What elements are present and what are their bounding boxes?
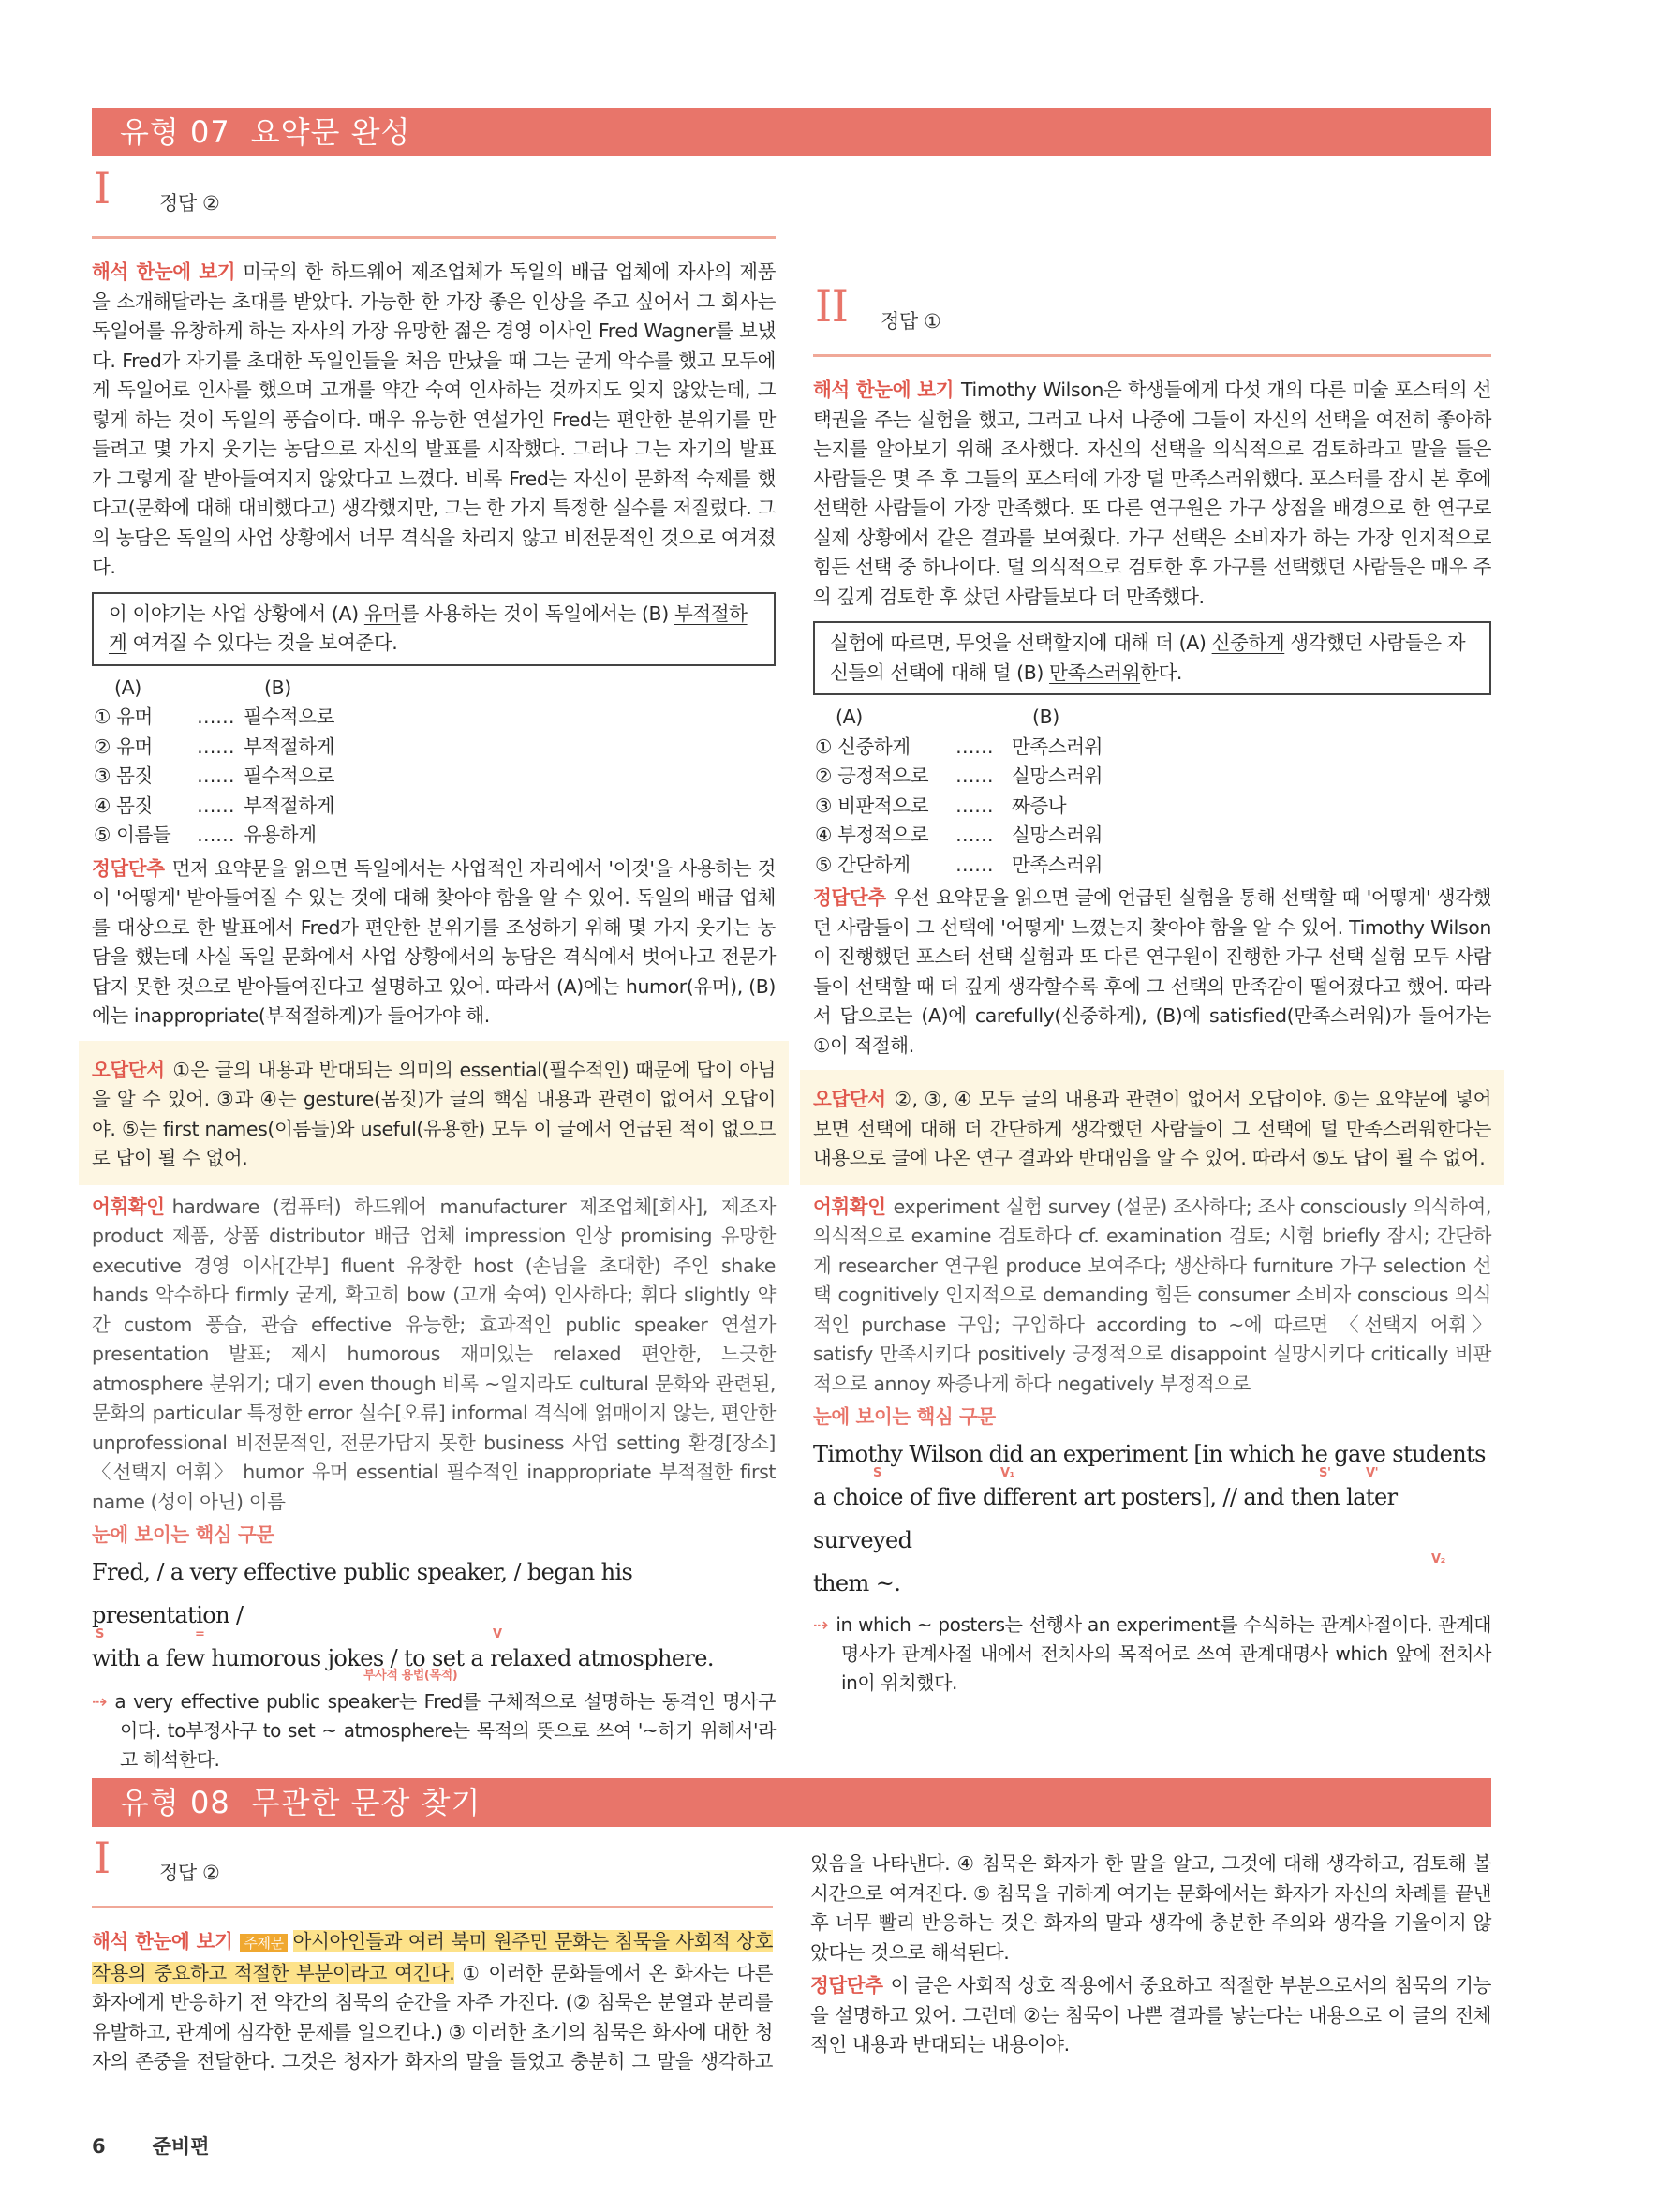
option-dots: …… [197, 765, 235, 787]
key-sentence-line: Timothy Wilson did an experiment [in which he gave students [813, 1440, 1486, 1467]
options-list [92, 674, 776, 851]
arrow-icon: ⇢ [813, 1612, 829, 1636]
option-b: 필수적으로 [244, 705, 335, 728]
grammar-mark-adverbial: 부사적 용법(목적) [363, 1668, 458, 1683]
section-title: 요약문 완성 [250, 114, 411, 150]
option-b: 부적절하게 [244, 735, 335, 758]
answer-reason [810, 1971, 1491, 2060]
summary-box [92, 592, 776, 666]
key-note-text: in which ~ posters는 선행사 an experiment를 수식하는 관계사절이다. 관계대명사가 관계사절 내에서 전치사의 목적어로 쓰여 관계대명사 which 앞에 전치사 in이 위치했다. [836, 1612, 1491, 1694]
translation-label: 해석 한눈에 보기 [813, 379, 955, 401]
option-a: ③ 비판적으로 [815, 794, 929, 817]
translation-text: 미국의 한 하드웨어 제조업체가 독일의 배급 업체에 자사의 제품을 소개해달라는 초대를 받았다. 가능한 한 가장 좋은 인상을 주고 싶어서 그 회사는 독일어를 유창하게 하는 자사의 가장 유망한 젊은 경영 이사인 Fred Wagner를 보냈다. Fred가 자기를 초대한 독일인들을 처음 만났을 때 그는 굳게 악수를 했고 모두에게 독일어로 인사를 했으며 고개를 약간 숙여 인사하는 것까지도 잊지 않았는데, 그렇게 하는 것이 독일의 풍습이다. 매우 유능한 연설가인 Fred는 편안한 분위기를 만들려고 몇 가지 웃기는 농담으로 자신의 발표를 시작했다. 그러나 그는 자기의 발표가 그렇게 잘 받아들여지지 않았다고 느꼈다. 비록 Fred는 자신이 문화적 숙제를 했다고(문화에 대해 대비했다고) 생각했지만, 그는 한 가지 특정한 실수를 저질렀다. 그의 농담은 독일의 사업 상황에서 너무 격식을 차리지 않고 비전문적인 것으로 여겨졌다. [92, 260, 776, 578]
answer-reason-text: 먼저 요약문을 읽으면 독일에서는 사업적인 자리에서 '이것'을 사용하는 것이 '어떻게' 받아들여질 수 있는 것에 대해 찾아야 함을 알 수 있어. 독일의 배급 업체를 대상으로 한 발표에서 Fred가 편안한 분위기를 조성하기 위해 몇 가지 웃기는 농담을 했는데 사실 독일 문화에서 사업 상황에서의 농담은 격식에서 벗어나고 전문가답지 못한 것으로 받아들여진다고 설명하고 있어. 따라서 (A)에는 humor(유머), (B)에는 inappropriate(부적절하게)가 들어가야 해. [92, 856, 776, 1027]
answer-reason [813, 883, 1491, 1061]
translation-text: Timothy Wilson은 학생들에게 다섯 개의 다른 미술 포스터의 선택권을 주는 실험을 했고, 그러고 나서 나중에 그들이 자신의 선택을 여전히 좋아하는지를 알아보기 위해 조사했다. 자신의 선택을 의식적으로 검토하라고 말을 들은 사람들은 몇 주 후 그들의 포스터에 가장 덜 만족스러워했다. 포스터를 잠시 본 후에 선택한 사람들이 가장 만족했다. 또 다른 연구원은 가구 상점을 배경으로 한 연구로 실제 상황에서 같은 결과를 보여줬다. 가구 선택은 소비자가 하는 가장 인지적으로 힘든 선택 중 하나이다. 덜 의식적으로 검토한 후 가구를 선택했던 사람들은 매우 주의 깊게 검토한 후 샀던 사람들보다 더 만족했다. [813, 379, 1492, 608]
wrong-answer-text: ①은 글의 내용과 반대되는 의미의 essential(필수적인) 때문에 답이 아님을 알 수 있어. ③과 ④는 gesture(몸짓)가 글의 핵심 내용과 관련이 없어서 오답이야. ⑤는 first names(이름들)와 useful(유용한) 모두 이 글에서 언급된 적이 없으므로 답이 될 수 없어. [92, 1058, 776, 1169]
option-a: ② 유머 [94, 735, 153, 758]
vocab-choice-text: 〈선택지 어휘〉 humor 유머 essential 필수적인 inappropriate 부적절한 first name (성이 아닌) 이름 [92, 1461, 776, 1513]
question-header [92, 163, 776, 239]
option-a: ⑤ 이름들 [94, 824, 171, 846]
option-a: ① 유머 [94, 705, 153, 728]
option-b: 짜증나 [1012, 794, 1067, 817]
option-a: ④ 부정적으로 [815, 824, 929, 846]
key-note [92, 1687, 776, 1774]
summary-box [813, 621, 1491, 695]
key-sentence-line: a choice of five different art posters], // and then later surveyed [813, 1483, 1398, 1553]
answer-reason [92, 854, 776, 1032]
column-header-b: (B) [264, 675, 291, 699]
option-b: 실망스러워 [1012, 765, 1103, 787]
option-dots: …… [197, 824, 235, 846]
options-list [813, 703, 1491, 880]
grammar-mark-eq: = [195, 1626, 205, 1641]
option-b: 실망스러워 [1012, 824, 1103, 846]
answer-label: 정답 ② [159, 192, 220, 215]
right-column-07 [813, 281, 1492, 1698]
grammar-mark-v2: V₂ [1431, 1551, 1445, 1566]
answer-label: 정답 ① [881, 310, 941, 333]
theme-tag: 주제문 [240, 1934, 287, 1952]
vocab-text: experiment 실험 survey (설문) 조사하다; 조사 consciously 의식하여, 의식적으로 examine 검토하다 cf. examination 검토; 시험 briefly 잠시; 간단하게 researcher 연구원 produce 보여주다; 생산하다 furniture 가구 selection 선택 cognitively 인지적으로 demanding 힘든 consumer 소비자 conscious 의식적인 purchase 구입; 구입하다 according to ~에 따르면 [813, 1195, 1491, 1336]
option-dots: …… [955, 735, 994, 758]
left-column-07 [92, 163, 776, 1774]
grammar-mark-s: S [96, 1626, 104, 1641]
section-number: 유형 07 [120, 114, 230, 150]
vocab-paragraph [813, 1193, 1491, 1400]
wrong-answer-label: 오답단서 [92, 1058, 165, 1081]
section-title: 무관한 문장 찾기 [250, 1785, 481, 1820]
roman-numeral: I [94, 1833, 111, 1883]
answer-reason-text: 우선 요약문을 읽으면 글에 언급된 실험을 통해 선택할 때 '어떻게' 생각했던 사람들이 그 선택에 '어떻게' 느꼈는지 찾아야 함을 알 수 있어. Timothy Wilson이 진행했던 포스터 선택 실험과 또 다른 연구원이 진행한 가구 선택 실험 모두 사람들이 선택할 때 더 깊게 생각할수록 후에 그 선택의 만족감이 떨어졌다고 했어. 따라서 답으로는 (A)에 carefully(신중하게), (B)에 satisfied(만족스러워)가 들어가는 ①이 적절해. [813, 886, 1491, 1057]
footer-label: 준비편 [152, 2135, 210, 2158]
roman-numeral: II [815, 281, 849, 332]
summary-blank-b: 부적절하게 [109, 601, 748, 654]
summary-text: 실험에 따르면, 무엇을 선택할지에 대해 더 (A) [830, 631, 1212, 654]
summary-blank-a: 신중하게 [1211, 631, 1285, 654]
page-number: 6 [92, 2135, 106, 2158]
roman-numeral: I [94, 163, 111, 214]
vocab-label: 어휘확인 [813, 1195, 886, 1218]
grammar-mark-v1: V₁ [1000, 1465, 1014, 1480]
option-a: ① 신중하게 [815, 735, 911, 758]
wrong-answer-box [800, 1070, 1504, 1185]
answer-label: 정답 ② [159, 1862, 220, 1884]
answer-reason-label: 정답단추 [92, 856, 165, 880]
key-sentence-line: them ~. [813, 1569, 901, 1596]
column-header-a: (A) [114, 675, 141, 699]
wrong-answer-label: 오답단서 [813, 1088, 886, 1110]
option-dots: …… [197, 794, 235, 817]
option-dots: …… [197, 705, 235, 728]
translation-label: 해석 한눈에 보기 [92, 1930, 233, 1952]
column-header-a: (A) [836, 705, 863, 728]
option-dots: …… [955, 853, 994, 876]
section-banner-07 [92, 108, 1491, 156]
grammar-mark-s-prime: S' [1319, 1465, 1331, 1480]
key-note-text: a very effective public speaker는 Fred를 구체적으로 설명하는 동격인 명사구이다. to부정사구 to set ~ atmosphere는 목적의 뜻으로 쓰여 '~하기 위해서'라고 해석한다. [114, 1689, 776, 1771]
key-structure-label: 눈에 보이는 핵심 구문 [92, 1523, 274, 1546]
option-a: ② 긍정적으로 [815, 765, 929, 787]
column-header-b: (B) [1032, 705, 1059, 728]
summary-blank-b: 만족스러워 [1049, 661, 1141, 684]
translation-label: 해석 한눈에 보기 [92, 260, 236, 283]
option-b: 필수적으로 [244, 765, 335, 787]
vocab-paragraph [92, 1193, 776, 1518]
vocab-label: 어휘확인 [92, 1195, 165, 1218]
option-b: 부적절하게 [244, 794, 335, 817]
translation-text: ① 이러한 문화들에서 온 화자는 다른 화자에게 반응하기 전 약간의 침묵의 순간을 자주 가진다. (② 침묵은 분열과 분리를 유발하고, 관계에 심각한 문제를 일으킨다.) ③ 이러한 초기의 침묵은 화자에 대한 청자의 존중을 전달한다. 그것은 청자가 화자의 말을 들었고 충분히 그 말을 생각하고 있음을 나타낸다. ④ 침묵은 화자가 한 말을 알고, 그것에 대해 생각하고, 검토해 볼 시간으로 여겨진다. ⑤ 침묵을 귀하게 여기는 문화에서는 화자가 자신의 차례를 끝낸 후 너무 빨리 반응하는 것은 화자의 말과 생각에 충분한 주의와 생각을 기울이지 않았다는 것으로 해석된다. [92, 1852, 1491, 2072]
question-header [92, 1833, 773, 1908]
arrow-icon: ⇢ [92, 1689, 108, 1713]
option-b: 유용하게 [244, 824, 317, 846]
grammar-mark-s: S [873, 1465, 881, 1480]
option-a: ④ 몸짓 [94, 794, 153, 817]
section-banner-08 [92, 1778, 1491, 1827]
answer-reason-label: 정답단추 [813, 886, 886, 909]
summary-text: 한다. [1140, 661, 1183, 684]
question-header [813, 281, 1491, 357]
option-dots: …… [955, 794, 994, 817]
key-sentence-line: Fred, / a very effective public speaker, / began his presentation / [92, 1558, 633, 1628]
translation-paragraph [92, 258, 776, 583]
vocab-text: hardware (컴퓨터) 하드웨어 manufacturer 제조업체[회사], 제조자 product 제품, 상품 distributor 배급 업체 impression 인상 promising 유망한 executive 경영 이사[간부] fluent 유창한 host (손님을 초대한) 주인 shake hands 악수하다 firmly 굳게, 확고히 bow (고개 숙여) 인사하다; 휘다 slightly 약간 custom 풍습, 관습 effective 유능한; 효과적인 public speaker 연설가 presentation 발표; 제시 humorous 재미있는 relaxed 편안한, 느긋한 atmosphere 분위기; 대기 even though 비록 ~일지라도 cultural 문화와 관련된, 문화의 particular 특정한 error 실수[오류] informal 격식에 얽매이지 않는, 편안한 unprofessional 비전문적인, 전문가답지 못한 business 사업 setting 환경[장소] [92, 1195, 776, 1454]
answer-reason-text: 이 글은 사회적 상호 작용에서 중요하고 적절한 부분으로서의 침묵의 기능을 설명하고 있어. 그런데 ②는 침묵이 나쁜 결과를 낳는다는 내용으로 이 글의 전체적인 내용과 반대되는 내용이야. [810, 1974, 1491, 2056]
section-08-body [92, 1833, 1491, 2093]
translation-paragraph [813, 376, 1491, 612]
theme-sentence: 아시아인들과 여러 북미 원주민 문화는 침묵을 사회적 상호 작용의 중요하고 적절한 부분이라고 여긴다. [92, 1930, 773, 1984]
answer-reason-label: 정답단추 [810, 1974, 883, 1997]
key-note [813, 1611, 1491, 1698]
wrong-answer-box [79, 1041, 789, 1185]
wrong-answer-text: ②, ③, ④ 모두 글의 내용과 관련이 없어서 오답이야. ⑤는 요약문에 넣어 보면 선택에 대해 더 간단하게 생각했던 사람들이 그 선택에 덜 만족스러워한다는 내용으로 글에 나온 연구 결과와 반대임을 알 수 있어. 따라서 ⑤도 답이 될 수 없어. [813, 1088, 1491, 1169]
vocab-choice-text: 〈선택지 어휘〉 satisfy 만족시키다 positively 긍정적으로 disappoint 실망시키다 critically 비판적으로 annoy 짜증나게 하다 negatively 부정적으로 [813, 1313, 1491, 1395]
summary-text: 생각했던 사람들은 자신들의 선택에 대해 덜 (B) [830, 631, 1466, 684]
option-dots: …… [955, 765, 994, 787]
key-structure-label: 눈에 보이는 핵심 구문 [813, 1405, 996, 1428]
summary-blank-a: 유머 [363, 601, 401, 625]
option-dots: …… [197, 735, 235, 758]
grammar-mark-v-prime: V' [1366, 1465, 1379, 1480]
option-a: ⑤ 간단하게 [815, 853, 911, 876]
summary-text: 를 사용하는 것이 독일에서는 (B) [400, 601, 674, 625]
summary-text: 이 이야기는 사업 상황에서 (A) [109, 601, 364, 625]
option-b: 만족스러워 [1012, 853, 1103, 876]
key-sentence-line: with a few humorous jokes / to set a relaxed atmosphere. [92, 1644, 714, 1671]
page-footer [92, 2131, 256, 2160]
grammar-mark-v: V [493, 1626, 502, 1641]
section-number: 유형 08 [120, 1785, 230, 1820]
option-b: 만족스러워 [1012, 735, 1103, 758]
summary-text: 여겨질 수 있다는 것을 보여준다. [126, 631, 398, 654]
option-a: ③ 몸짓 [94, 765, 153, 787]
option-dots: …… [955, 824, 994, 846]
